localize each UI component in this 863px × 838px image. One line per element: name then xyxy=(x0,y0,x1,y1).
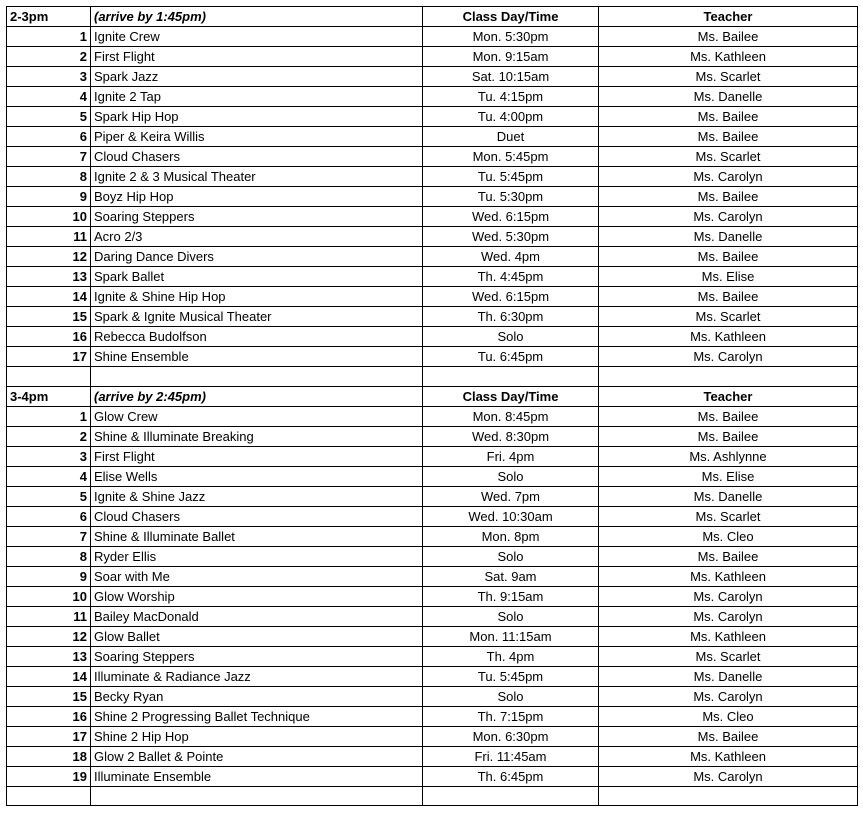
number-cell[interactable]: 15 xyxy=(7,307,91,327)
number-cell[interactable]: 2 xyxy=(7,47,91,67)
teacher-cell[interactable]: Ms. Cleo xyxy=(599,526,858,546)
class-day-cell[interactable]: Wed. 10:30am xyxy=(423,506,599,526)
empty-cell[interactable] xyxy=(91,786,423,806)
class-day-cell[interactable]: Tu. 5:45pm xyxy=(423,666,599,686)
class-day-cell[interactable]: Wed. 6:15pm xyxy=(423,207,599,227)
class-day-cell[interactable]: Mon. 9:15am xyxy=(423,47,599,67)
routine-name-cell[interactable]: Ignite 2 Tap xyxy=(91,87,423,107)
empty-cell[interactable] xyxy=(91,367,423,387)
table-row xyxy=(7,127,858,147)
class-day-cell[interactable]: Th. 6:30pm xyxy=(423,307,599,327)
teacher-cell[interactable]: Ms. Bailee xyxy=(599,187,858,207)
table-row xyxy=(7,766,858,786)
routine-name-cell[interactable]: Spark Jazz xyxy=(91,67,423,87)
teacher-cell[interactable]: Ms. Bailee xyxy=(599,127,858,147)
class-day-cell[interactable]: Mon. 11:15am xyxy=(423,626,599,646)
table-row xyxy=(7,167,858,187)
routine-name-cell[interactable]: Ignite Crew xyxy=(91,27,423,47)
class-day-cell[interactable]: Solo xyxy=(423,686,599,706)
number-cell[interactable]: 7 xyxy=(7,147,91,167)
routine-name-cell[interactable]: Glow Ballet xyxy=(91,626,423,646)
routine-name-cell[interactable]: Spark & Ignite Musical Theater xyxy=(91,307,423,327)
number-cell[interactable]: 5 xyxy=(7,486,91,506)
teacher-cell[interactable]: Ms. Bailee xyxy=(599,726,858,746)
class-day-cell[interactable]: Solo xyxy=(423,327,599,347)
class-day-cell[interactable]: Wed. 8:30pm xyxy=(423,426,599,446)
routine-name-cell[interactable]: Becky Ryan xyxy=(91,686,423,706)
number-cell[interactable]: 14 xyxy=(7,666,91,686)
routine-name-cell[interactable]: Cloud Chasers xyxy=(91,506,423,526)
table-row xyxy=(7,666,858,686)
table-row xyxy=(7,67,858,87)
class-day-cell[interactable]: Solo xyxy=(423,546,599,566)
table-row xyxy=(7,267,858,287)
table-row xyxy=(7,466,858,486)
number-cell[interactable]: 1 xyxy=(7,406,91,426)
table-row xyxy=(7,626,858,646)
number-cell[interactable]: 2 xyxy=(7,426,91,446)
routine-name-cell[interactable]: Shine Ensemble xyxy=(91,347,423,367)
teacher-cell[interactable]: Ms. Bailee xyxy=(599,546,858,566)
table-row xyxy=(7,287,858,307)
teacher-cell[interactable]: Ms. Carolyn xyxy=(599,207,858,227)
routine-name-cell[interactable]: Glow 2 Ballet & Pointe xyxy=(91,746,423,766)
teacher-cell[interactable]: Ms. Scarlet xyxy=(599,506,858,526)
number-cell[interactable]: 19 xyxy=(7,766,91,786)
class-day-cell[interactable]: Fri. 11:45am xyxy=(423,746,599,766)
teacher-cell[interactable]: Ms. Bailee xyxy=(599,287,858,307)
class-day-cell[interactable]: Tu. 6:45pm xyxy=(423,347,599,367)
blank-row xyxy=(7,367,858,387)
class-day-cell[interactable]: Fri. 4pm xyxy=(423,446,599,466)
number-cell[interactable]: 3 xyxy=(7,446,91,466)
number-cell[interactable]: 3 xyxy=(7,67,91,87)
table-row xyxy=(7,27,858,47)
table-row xyxy=(7,87,858,107)
number-cell[interactable]: 11 xyxy=(7,606,91,626)
routine-name-cell[interactable]: Illuminate & Radiance Jazz xyxy=(91,666,423,686)
teacher-cell[interactable]: Ms. Bailee xyxy=(599,107,858,127)
teacher-cell[interactable]: Ms. Danelle xyxy=(599,486,858,506)
routine-name-cell[interactable]: Shine & Illuminate Ballet xyxy=(91,526,423,546)
class-day-cell[interactable]: Tu. 4:00pm xyxy=(423,107,599,127)
section-header-row xyxy=(7,7,858,27)
routine-name-cell[interactable]: Soaring Steppers xyxy=(91,207,423,227)
schedule-body xyxy=(7,7,858,806)
class-day-cell[interactable]: Wed. 4pm xyxy=(423,247,599,267)
teacher-cell[interactable]: Ms. Kathleen xyxy=(599,746,858,766)
number-cell[interactable]: 4 xyxy=(7,87,91,107)
teacher-cell[interactable]: Ms. Carolyn xyxy=(599,167,858,187)
routine-name-cell[interactable]: Piper & Keira Willis xyxy=(91,127,423,147)
routine-name-cell[interactable]: Spark Hip Hop xyxy=(91,107,423,127)
schedule-sheet xyxy=(6,6,858,806)
class-day-cell[interactable]: Mon. 5:45pm xyxy=(423,147,599,167)
routine-name-cell[interactable]: First Flight xyxy=(91,446,423,466)
table-row xyxy=(7,247,858,267)
teacher-cell[interactable]: Ms. Bailee xyxy=(599,426,858,446)
empty-cell[interactable] xyxy=(599,786,858,806)
class-day-cell[interactable]: Mon. 8pm xyxy=(423,526,599,546)
number-cell[interactable]: 15 xyxy=(7,686,91,706)
routine-name-cell[interactable]: Daring Dance Divers xyxy=(91,247,423,267)
class-day-header-cell[interactable]: Class Day/Time xyxy=(423,7,599,27)
teacher-cell[interactable]: Ms. Danelle xyxy=(599,666,858,686)
number-cell[interactable]: 6 xyxy=(7,506,91,526)
table-row xyxy=(7,546,858,566)
teacher-cell[interactable]: Ms. Scarlet xyxy=(599,147,858,167)
empty-cell[interactable] xyxy=(7,786,91,806)
class-day-cell[interactable]: Tu. 5:30pm xyxy=(423,187,599,207)
class-day-cell[interactable]: Sat. 10:15am xyxy=(423,67,599,87)
teacher-cell[interactable]: Ms. Bailee xyxy=(599,27,858,47)
section-header-row xyxy=(7,386,858,406)
empty-cell[interactable] xyxy=(423,367,599,387)
number-cell[interactable]: 7 xyxy=(7,526,91,546)
number-cell[interactable]: 5 xyxy=(7,107,91,127)
class-day-cell[interactable]: Sat. 9am xyxy=(423,566,599,586)
routine-name-cell[interactable]: Ryder Ellis xyxy=(91,546,423,566)
number-cell[interactable]: 10 xyxy=(7,207,91,227)
routine-name-cell[interactable]: Shine 2 Hip Hop xyxy=(91,726,423,746)
number-cell[interactable]: 8 xyxy=(7,546,91,566)
routine-name-cell[interactable]: Glow Crew xyxy=(91,406,423,426)
table-row xyxy=(7,526,858,546)
teacher-header-cell[interactable]: Teacher xyxy=(599,386,858,406)
teacher-cell[interactable]: Ms. Carolyn xyxy=(599,766,858,786)
table-row xyxy=(7,486,858,506)
table-row xyxy=(7,506,858,526)
teacher-cell[interactable]: Ms. Bailee xyxy=(599,406,858,426)
routine-name-cell[interactable]: Glow Worship xyxy=(91,586,423,606)
table-row xyxy=(7,107,858,127)
number-cell[interactable]: 12 xyxy=(7,247,91,267)
class-day-cell[interactable]: Wed. 6:15pm xyxy=(423,287,599,307)
number-cell[interactable]: 8 xyxy=(7,167,91,187)
table-row xyxy=(7,446,858,466)
number-cell[interactable]: 17 xyxy=(7,726,91,746)
number-cell[interactable]: 11 xyxy=(7,227,91,247)
table-row xyxy=(7,746,858,766)
number-cell[interactable]: 6 xyxy=(7,127,91,147)
teacher-cell[interactable]: Ms. Carolyn xyxy=(599,606,858,626)
routine-name-cell[interactable]: Soaring Steppers xyxy=(91,646,423,666)
empty-cell[interactable] xyxy=(7,367,91,387)
teacher-cell[interactable]: Ms. Scarlet xyxy=(599,646,858,666)
table-row xyxy=(7,646,858,666)
routine-name-cell[interactable]: Bailey MacDonald xyxy=(91,606,423,626)
number-cell[interactable]: 18 xyxy=(7,746,91,766)
routine-name-cell[interactable]: Rebecca Budolfson xyxy=(91,327,423,347)
routine-name-cell[interactable]: Elise Wells xyxy=(91,466,423,486)
teacher-cell[interactable]: Ms. Danelle xyxy=(599,87,858,107)
routine-name-cell[interactable]: Boyz Hip Hop xyxy=(91,187,423,207)
number-cell[interactable]: 13 xyxy=(7,267,91,287)
class-day-cell[interactable]: Mon. 6:30pm xyxy=(423,726,599,746)
class-day-cell[interactable]: Th. 9:15am xyxy=(423,586,599,606)
routine-name-cell[interactable]: Ignite 2 & 3 Musical Theater xyxy=(91,167,423,187)
time-slot-cell[interactable]: 2-3pm xyxy=(7,7,91,27)
number-cell[interactable]: 16 xyxy=(7,706,91,726)
teacher-cell[interactable]: Ms. Elise xyxy=(599,466,858,486)
class-day-cell[interactable]: Tu. 5:45pm xyxy=(423,167,599,187)
number-cell[interactable]: 9 xyxy=(7,566,91,586)
teacher-cell[interactable]: Ms. Elise xyxy=(599,267,858,287)
class-day-cell[interactable]: Wed. 5:30pm xyxy=(423,227,599,247)
teacher-header-cell[interactable]: Teacher xyxy=(599,7,858,27)
class-day-cell[interactable]: Tu. 4:15pm xyxy=(423,87,599,107)
table-row xyxy=(7,686,858,706)
class-day-cell[interactable]: Th. 4:45pm xyxy=(423,267,599,287)
table-row xyxy=(7,726,858,746)
table-row xyxy=(7,706,858,726)
class-day-cell[interactable]: Mon. 8:45pm xyxy=(423,406,599,426)
table-row xyxy=(7,207,858,227)
table-row xyxy=(7,47,858,67)
routine-name-cell[interactable]: Ignite & Shine Hip Hop xyxy=(91,287,423,307)
routine-name-cell[interactable]: Spark Ballet xyxy=(91,267,423,287)
class-day-cell[interactable]: Th. 7:15pm xyxy=(423,706,599,726)
teacher-cell[interactable]: Ms. Carolyn xyxy=(599,686,858,706)
table-row xyxy=(7,566,858,586)
routine-name-cell[interactable]: Shine & Illuminate Breaking xyxy=(91,426,423,446)
table-row xyxy=(7,606,858,626)
table-row xyxy=(7,586,858,606)
table-row xyxy=(7,426,858,446)
empty-cell[interactable] xyxy=(599,367,858,387)
teacher-cell[interactable]: Ms. Kathleen xyxy=(599,327,858,347)
empty-cell[interactable] xyxy=(423,786,599,806)
blank-row xyxy=(7,786,858,806)
arrive-note-cell[interactable]: (arrive by 1:45pm) xyxy=(91,7,423,27)
class-day-cell[interactable]: Mon. 5:30pm xyxy=(423,27,599,47)
teacher-cell[interactable]: Ms. Danelle xyxy=(599,227,858,247)
number-cell[interactable]: 17 xyxy=(7,347,91,367)
number-cell[interactable]: 12 xyxy=(7,626,91,646)
number-cell[interactable]: 16 xyxy=(7,327,91,347)
teacher-cell[interactable]: Ms. Carolyn xyxy=(599,347,858,367)
number-cell[interactable]: 10 xyxy=(7,586,91,606)
number-cell[interactable]: 1 xyxy=(7,27,91,47)
table-row xyxy=(7,147,858,167)
routine-name-cell[interactable]: Ignite & Shine Jazz xyxy=(91,486,423,506)
number-cell[interactable]: 4 xyxy=(7,466,91,486)
routine-name-cell[interactable]: First Flight xyxy=(91,47,423,67)
class-day-cell[interactable]: Solo xyxy=(423,606,599,626)
number-cell[interactable]: 9 xyxy=(7,187,91,207)
table-row xyxy=(7,347,858,367)
arrive-note-cell[interactable]: (arrive by 2:45pm) xyxy=(91,386,423,406)
table-row xyxy=(7,327,858,347)
routine-name-cell[interactable]: Acro 2/3 xyxy=(91,227,423,247)
class-day-cell[interactable]: Th. 4pm xyxy=(423,646,599,666)
time-slot-cell[interactable]: 3-4pm xyxy=(7,386,91,406)
class-day-cell[interactable]: Th. 6:45pm xyxy=(423,766,599,786)
teacher-cell[interactable]: Ms. Scarlet xyxy=(599,307,858,327)
number-cell[interactable]: 13 xyxy=(7,646,91,666)
class-day-cell[interactable]: Solo xyxy=(423,466,599,486)
class-day-cell[interactable]: Wed. 7pm xyxy=(423,486,599,506)
routine-name-cell[interactable]: Cloud Chasers xyxy=(91,147,423,167)
routine-name-cell[interactable]: Illuminate Ensemble xyxy=(91,766,423,786)
class-day-cell[interactable]: Duet xyxy=(423,127,599,147)
routine-name-cell[interactable]: Soar with Me xyxy=(91,566,423,586)
teacher-cell[interactable]: Ms. Scarlet xyxy=(599,67,858,87)
routine-name-cell[interactable]: Shine 2 Progressing Ballet Technique xyxy=(91,706,423,726)
teacher-cell[interactable]: Ms. Kathleen xyxy=(599,47,858,67)
table-row xyxy=(7,406,858,426)
table-row xyxy=(7,187,858,207)
teacher-cell[interactable]: Ms. Cleo xyxy=(599,706,858,726)
teacher-cell[interactable]: Ms. Kathleen xyxy=(599,566,858,586)
teacher-cell[interactable]: Ms. Bailee xyxy=(599,247,858,267)
teacher-cell[interactable]: Ms. Carolyn xyxy=(599,586,858,606)
teacher-cell[interactable]: Ms. Kathleen xyxy=(599,626,858,646)
number-cell[interactable]: 14 xyxy=(7,287,91,307)
teacher-cell[interactable]: Ms. Ashlynne xyxy=(599,446,858,466)
class-day-header-cell[interactable]: Class Day/Time xyxy=(423,386,599,406)
table-row xyxy=(7,307,858,327)
table-row xyxy=(7,227,858,247)
